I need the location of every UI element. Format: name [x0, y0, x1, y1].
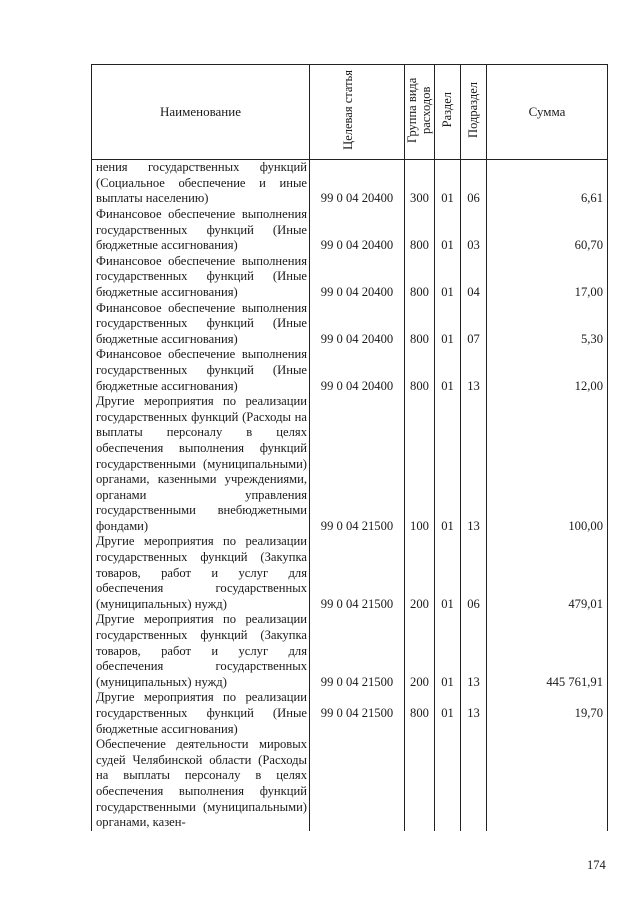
- header-target-label: Целевая статья: [341, 70, 355, 150]
- table-row: [92, 690, 608, 737]
- header-section-label: Раздел: [439, 92, 454, 128]
- row-target: 99 0 04 21500: [310, 690, 405, 737]
- row-subsection: 13: [461, 612, 487, 690]
- row-name: Финансовое обеспечение выполнения государственных функций (Иные бюджетные ассигнования): [92, 347, 310, 394]
- header-section: [435, 65, 461, 160]
- row-section: 01: [435, 347, 461, 394]
- row-section: 01: [435, 254, 461, 301]
- table-row: [92, 394, 608, 534]
- table-row: [92, 301, 608, 348]
- row-group: 800: [405, 301, 435, 348]
- row-section: 01: [435, 394, 461, 534]
- row-sum: 12,00: [487, 347, 608, 394]
- row-target: 99 0 04 21500: [310, 612, 405, 690]
- row-section: 01: [435, 207, 461, 254]
- row-group: 200: [405, 534, 435, 612]
- row-subsection: 13: [461, 394, 487, 534]
- row-sum: 445 761,91: [487, 612, 608, 690]
- table-row: [92, 737, 608, 831]
- row-name: Другие мероприятия по реализации государственных функций (Закупка товаров, работ и услуг для обеспечения государственных (муниципальных) нужд): [92, 534, 310, 612]
- row-subsection: 13: [461, 347, 487, 394]
- row-group: 200: [405, 612, 435, 690]
- row-sum: 17,00: [487, 254, 608, 301]
- row-section: 01: [435, 160, 461, 208]
- table-header-row: [92, 65, 608, 160]
- page-number: 174: [587, 858, 606, 872]
- row-group: 800: [405, 347, 435, 394]
- row-section: 01: [435, 690, 461, 737]
- row-group: 100: [405, 394, 435, 534]
- row-target: 99 0 04 20400: [310, 347, 405, 394]
- row-sum: 5,30: [487, 301, 608, 348]
- row-sum: 6,61: [487, 160, 608, 208]
- row-subsection: 04: [461, 254, 487, 301]
- row-target: [310, 737, 405, 831]
- row-subsection: 07: [461, 301, 487, 348]
- header-target: [310, 65, 405, 160]
- row-target: 99 0 04 20400: [310, 207, 405, 254]
- header-subsection: [461, 65, 487, 160]
- row-target: 99 0 04 20400: [310, 254, 405, 301]
- row-name: Финансовое обеспечение выполнения государственных функций (Иные бюджетные ассигнования): [92, 254, 310, 301]
- row-sum: 100,00: [487, 394, 608, 534]
- row-target: 99 0 04 20400: [310, 301, 405, 348]
- row-name: Другие мероприятия по реализации государственных функций (Расходы на выплаты персоналу в целях обеспечения выполнения функций государственными (муниципальными) органами, казенными учреждениями, органами управления государственными внебюджетными фондами): [92, 394, 310, 534]
- row-target: 99 0 04 21500: [310, 534, 405, 612]
- budget-table-page: [91, 64, 607, 831]
- row-name: нения государственных функций (Социальное обеспечение и иные выплаты населению): [92, 160, 310, 208]
- row-name: Финансовое обеспечение выполнения государственных функций (Иные бюджетные ассигнования): [92, 301, 310, 348]
- row-subsection: 06: [461, 534, 487, 612]
- table-row: [92, 207, 608, 254]
- budget-table: [91, 64, 608, 831]
- row-group: 800: [405, 254, 435, 301]
- table-row: [92, 254, 608, 301]
- table-row: [92, 160, 608, 208]
- row-section: 01: [435, 612, 461, 690]
- row-subsection: 06: [461, 160, 487, 208]
- row-group: 800: [405, 207, 435, 254]
- row-sum: 60,70: [487, 207, 608, 254]
- row-group: 800: [405, 690, 435, 737]
- row-name: Обеспечение деятельности мировых судей Челябинской области (Расходы на выплаты персоналу в целях обеспечения выполнения функций государственными (муниципальными) органами, казен-: [92, 737, 310, 831]
- row-section: [435, 737, 461, 831]
- row-subsection: [461, 737, 487, 831]
- row-sum: 479,01: [487, 534, 608, 612]
- row-name: Финансовое обеспечение выполнения государственных функций (Иные бюджетные ассигнования): [92, 207, 310, 254]
- header-group: [405, 65, 435, 160]
- row-group: 300: [405, 160, 435, 208]
- row-sum: 19,70: [487, 690, 608, 737]
- row-group: [405, 737, 435, 831]
- header-name: Наименование: [92, 65, 310, 160]
- header-group-label: Группа вида расходов: [404, 77, 433, 143]
- row-name: Другие мероприятия по реализации государственных функций (Иные бюджетные ассигнования): [92, 690, 310, 737]
- row-sum: [487, 737, 608, 831]
- table-row: [92, 347, 608, 394]
- row-name: Другие мероприятия по реализации государственных функций (Закупка товаров, работ и услуг для обеспечения государственных (муниципальных) нужд): [92, 612, 310, 690]
- table-row: [92, 534, 608, 612]
- row-section: 01: [435, 534, 461, 612]
- table-row: [92, 612, 608, 690]
- header-sum: Сумма: [487, 65, 608, 160]
- row-target: 99 0 04 20400: [310, 160, 405, 208]
- row-subsection: 13: [461, 690, 487, 737]
- row-section: 01: [435, 301, 461, 348]
- header-subsection-label: Подраздел: [465, 82, 480, 138]
- row-target: 99 0 04 21500: [310, 394, 405, 534]
- row-subsection: 03: [461, 207, 487, 254]
